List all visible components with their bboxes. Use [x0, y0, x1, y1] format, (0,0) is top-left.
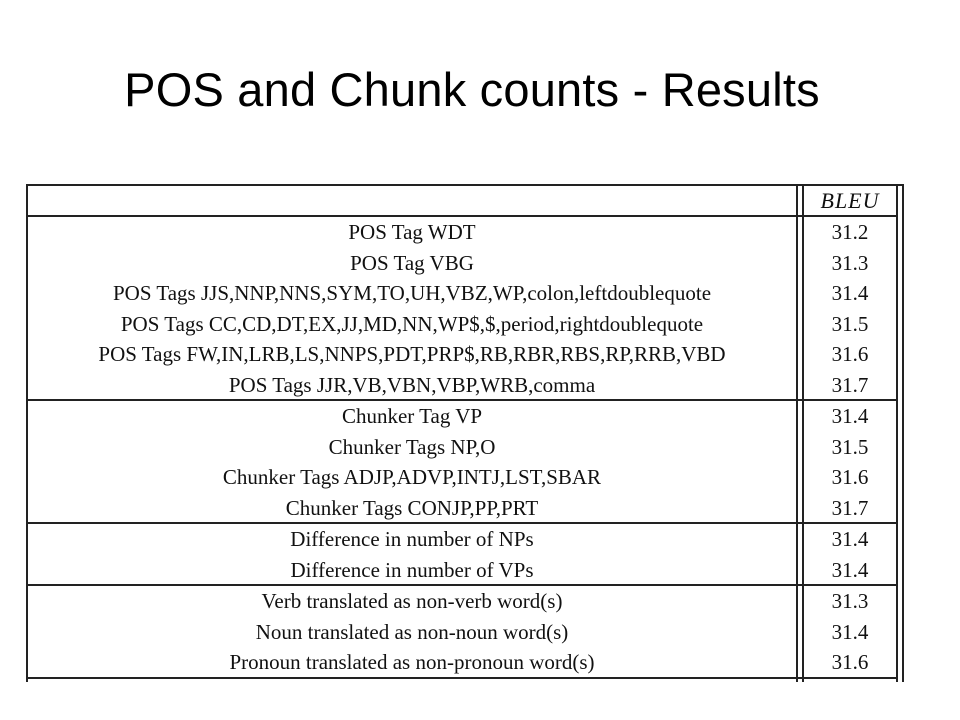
bleu-value: 31.7	[831, 372, 869, 397]
table-border-bottom	[26, 677, 898, 679]
bleu-value: 31.3	[831, 589, 869, 613]
bleu-value: 31.4	[831, 404, 869, 428]
feature-label: Chunker Tags NP,O	[328, 434, 496, 459]
bleu-value: 31.4	[831, 557, 869, 582]
bleu-value: 31.4	[831, 619, 869, 644]
feature-label: POS Tags JJR,VB,VBN,VBP,WRB,comma	[228, 372, 596, 397]
feature-label: Difference in number of NPs	[290, 527, 534, 551]
feature-label: Chunker Tags CONJP,PP,PRT	[285, 495, 539, 520]
column-divider	[796, 184, 798, 682]
table-border-right-outer	[902, 184, 904, 682]
feature-label: Pronoun translated as non-pronoun word(s)	[229, 650, 595, 674]
bleu-value: 31.6	[831, 342, 869, 366]
feature-label: POS Tag WDT	[348, 220, 476, 244]
bleu-value: 31.4	[831, 281, 869, 305]
feature-label: Difference in number of VPs	[290, 557, 534, 582]
bleu-value: 31.7	[831, 495, 869, 520]
bleu-value: 31.5	[831, 311, 869, 336]
bleu-value: 31.4	[831, 527, 869, 551]
bleu-value: 31.3	[831, 250, 869, 275]
bleu-column-header: BLEU	[820, 188, 880, 213]
feature-label: Noun translated as non-noun word(s)	[255, 619, 569, 644]
bleu-value: 31.6	[831, 465, 869, 489]
table-border-left	[26, 184, 28, 682]
feature-label: Chunker Tag VP	[341, 404, 483, 428]
feature-label: Verb translated as non-verb word(s)	[261, 589, 563, 613]
bleu-value: 31.5	[831, 434, 869, 459]
feature-label: POS Tags CC,CD,DT,EX,JJ,MD,NN,WP$,$,period,rightdoublequote	[120, 311, 704, 336]
feature-label: POS Tags JJS,NNP,NNS,SYM,TO,UH,VBZ,WP,colon,leftdoublequote	[112, 281, 712, 305]
feature-label: POS Tag VBG	[350, 250, 474, 275]
slide-title: POS and Chunk counts - Results	[124, 63, 820, 116]
bleu-value: 31.6	[831, 650, 869, 674]
results-table	[26, 184, 906, 682]
table-border-right	[896, 184, 898, 682]
feature-label: POS Tags FW,IN,LRB,LS,NNPS,PDT,PRP$,RB,RBR,RBS,RP,RRB,VBD	[98, 342, 726, 366]
table-border-top	[26, 184, 904, 186]
bleu-value: 31.2	[831, 220, 869, 244]
feature-label: Chunker Tags ADJP,ADVP,INTJ,LST,SBAR	[222, 465, 602, 489]
